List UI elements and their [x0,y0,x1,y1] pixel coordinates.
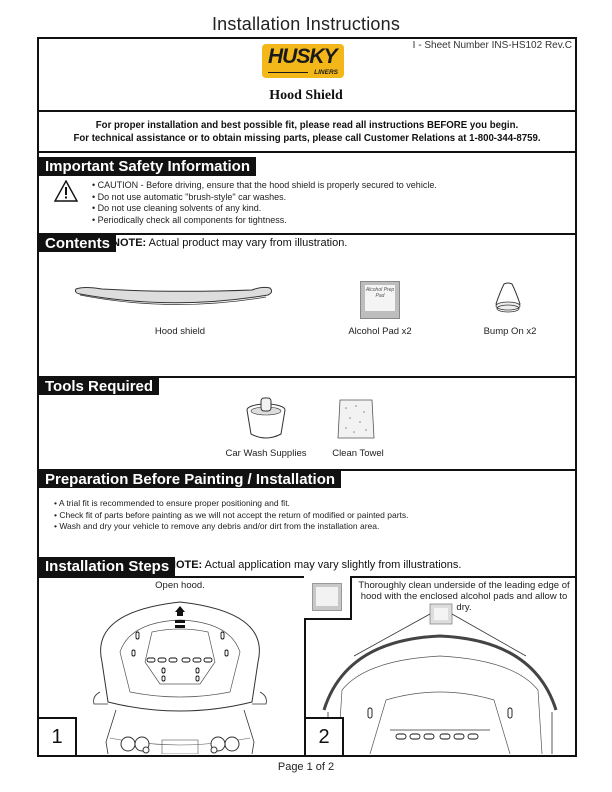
contents-note [112,237,347,249]
pad-text: Alcohol Prep Pad [365,285,395,311]
sheet-number: I - Sheet Number INS-HS102 Rev.C [412,40,572,51]
preparation-item: • A trial fit is recommended to ensure proper positioning and fit. [54,498,409,510]
logo-brand: HUSKY [268,45,337,68]
safety-item: • CAUTION - Before driving, ensure that the hood shield is properly secured to vehicle. [92,180,437,192]
steps-note [168,559,461,571]
note-text: Actual product may vary from illustration. [146,237,348,249]
alcohol-pad-icon [360,281,400,319]
document-title: Installation Instructions [211,14,401,34]
step-1-text: Open hood. [155,580,205,591]
notice-line-2: For technical assistance or to obtain missing parts, please call Customer Relations at 1-800-344-8759. [73,132,541,144]
husky-liners-logo [262,44,344,78]
notice-line-1: For proper installation and best possible fit, please read all instructions BEFORE you begin. [95,119,519,131]
tool-label: Clean Towel [332,448,384,459]
steps-heading: Installation Steps [39,557,175,576]
contents-item-label: Bump On x2 [483,326,537,337]
towel-icon [336,398,376,442]
safety-item: • Do not use cleaning solvents of any kind. [92,203,437,215]
bucket-icon [244,396,288,442]
divider [37,233,577,235]
divider [37,110,577,112]
hood-underside-illustration [306,600,574,754]
step-2-text: Thoroughly clean underside of the leading edge of hood with the enclosed alcohol pads and allow to dry. [358,580,570,613]
product-name: Hood Shield [269,88,343,103]
safety-heading: Important Safety Information [39,157,256,176]
page-number: Page 1 of 2 [277,761,335,773]
contents-item-label: Hood shield [154,326,206,337]
safety-item: • Periodically check all components for tightness. [92,215,437,227]
hood-shield-icon [72,283,274,309]
note-label: NOTE: [112,237,147,249]
warning-icon [54,180,78,202]
preparation-item: • Wash and dry your vehicle to remove any debris and/or dirt from the installation area. [54,521,409,533]
divider [37,151,577,153]
contents-heading: Contents [39,235,116,252]
preparation-list [54,498,409,533]
tools-heading: Tools Required [39,378,159,395]
tool-label: Car Wash Supplies [225,448,307,459]
safety-list [92,180,437,226]
step-2-number: 2 [304,717,344,757]
bump-on-icon [494,282,522,314]
step-1-number: 1 [37,717,77,757]
note-label: NOTE: [168,559,203,571]
preparation-heading: Preparation Before Painting / Installation [39,471,341,488]
preparation-item: • Check fit of parts before painting as we will not accept the return of modified or painted parts. [54,510,409,522]
open-hood-illustration [90,592,270,754]
logo-sub: LINERS [314,69,338,76]
note-text: Actual application may vary slightly from illustrations. [202,559,462,571]
safety-item: • Do not use automatic "brush-style" car washes. [92,192,437,204]
contents-item-label: Alcohol Pad x2 [348,326,412,337]
notice [60,119,553,145]
